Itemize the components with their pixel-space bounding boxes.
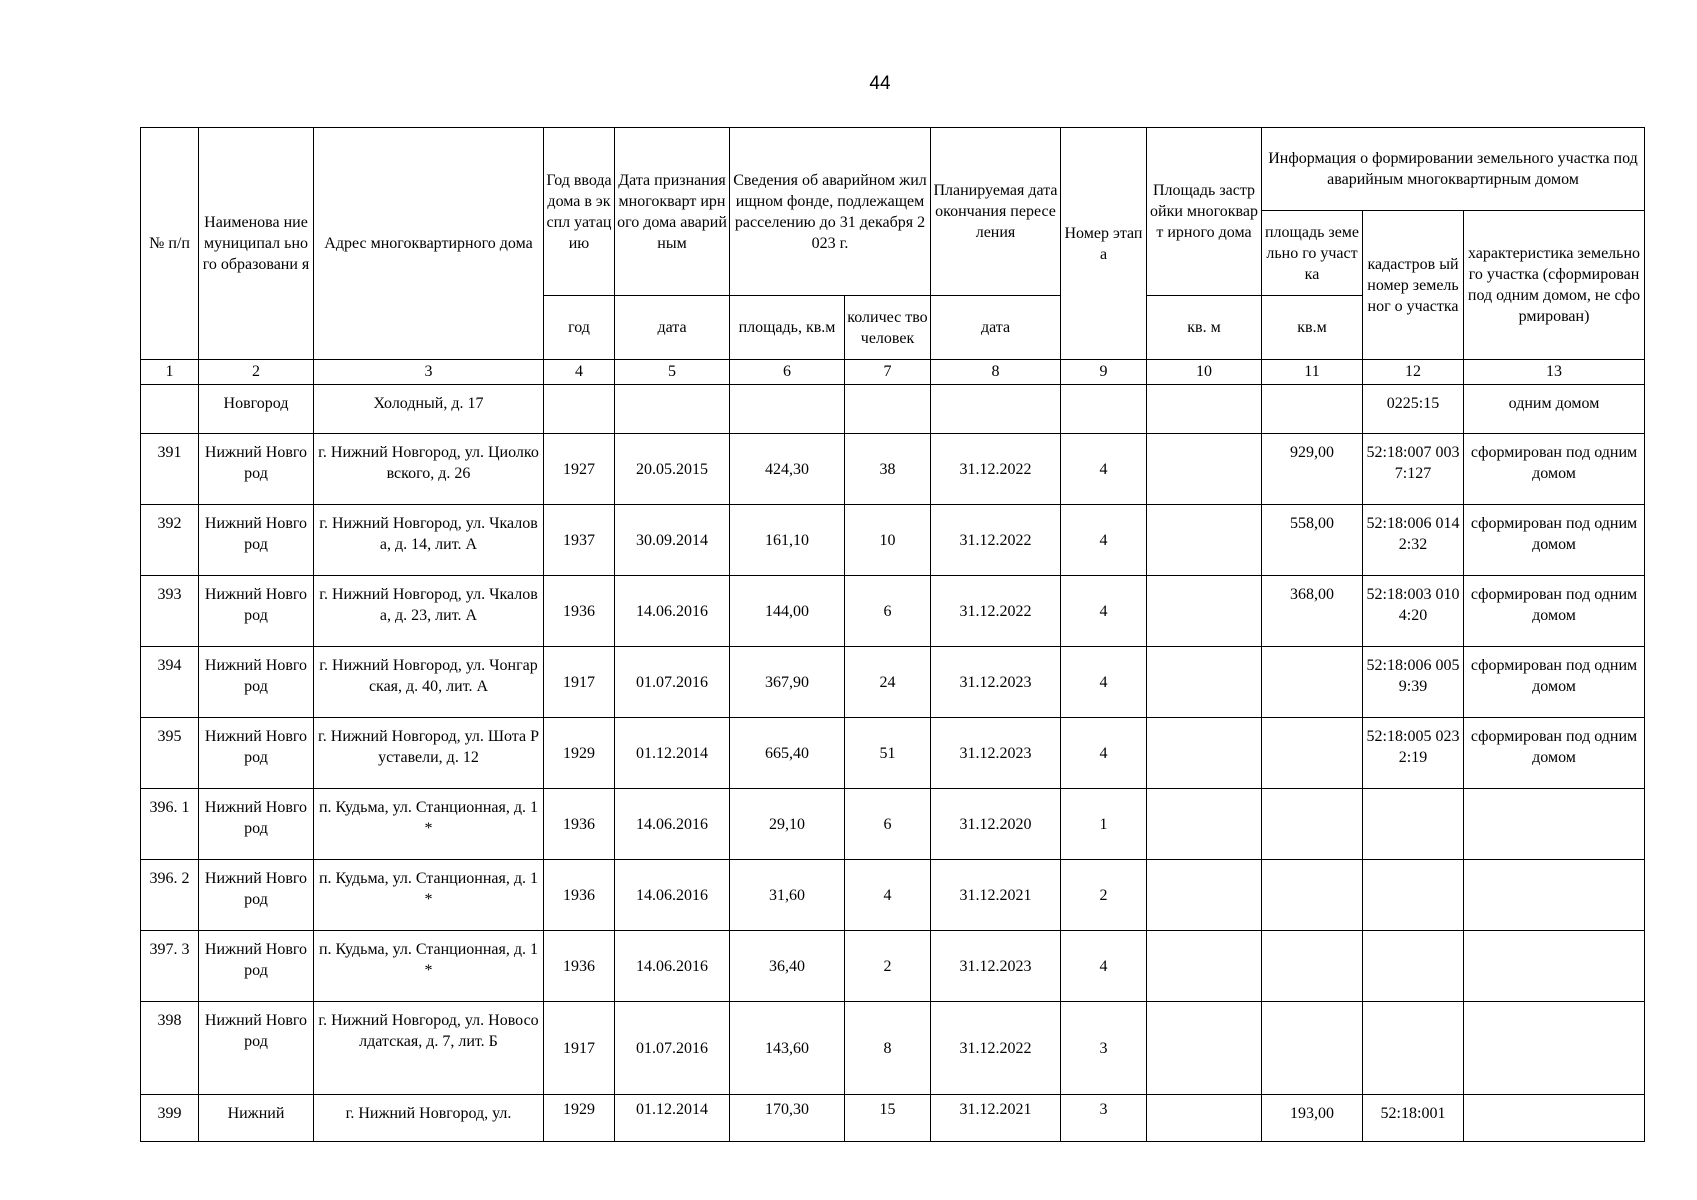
recognition-date-cell: 14.06.2016 [615, 576, 730, 647]
land-area-cell: 929,00 [1262, 434, 1363, 505]
year-cell: 1927 [544, 434, 615, 505]
land-characteristic-cell: сформирован под одним домом [1464, 505, 1645, 576]
land-characteristic-cell [1464, 1002, 1645, 1095]
cadastral-number-cell: 52:18:006 0142:32 [1363, 505, 1464, 576]
cadastral-number-cell: 52:18:006 0059:39 [1363, 647, 1464, 718]
area-cell: 161,10 [730, 505, 845, 576]
cadastral-number-cell: 52:18:003 0104:20 [1363, 576, 1464, 647]
area-cell: 170,30 [730, 1095, 845, 1142]
header-planned-date: Планируемая дата окончания переселения [931, 128, 1061, 296]
area-cell: 424,30 [730, 434, 845, 505]
unit-year: год [544, 296, 615, 360]
stage-cell: 1 [1061, 789, 1147, 860]
address-cell: г. Нижний Новгород, ул. Чкалова, д. 14, лит. А [314, 505, 544, 576]
header-land-area: площадь земельно го участка [1262, 211, 1363, 296]
building-area-cell [1147, 931, 1262, 1002]
recognition-date-cell: 14.06.2016 [615, 931, 730, 1002]
building-area-cell [1147, 718, 1262, 789]
address-cell: г. Нижний Новгород, ул. Чкалова, д. 23, лит. А [314, 576, 544, 647]
header-land-info: Информация о формировании земельного участка под аварийным многоквартирным домом [1262, 128, 1645, 211]
row-number: 392 [141, 505, 199, 576]
land-characteristic-cell [1464, 1095, 1645, 1142]
recognition-date-cell: 30.09.2014 [615, 505, 730, 576]
row-number: 393 [141, 576, 199, 647]
column-number: 13 [1464, 360, 1645, 385]
building-area-cell [1147, 434, 1262, 505]
people-cell: 51 [845, 718, 931, 789]
recognition-date-cell: 01.07.2016 [615, 647, 730, 718]
address-cell: г. Нижний Новгород, ул. Чонгарская, д. 40, лит. А [314, 647, 544, 718]
municipality-cell: Нижний Новгород [199, 505, 314, 576]
address-cell: г. Нижний Новгород, ул. Новосолдатская, д. 7, лит. Б [314, 1002, 544, 1095]
municipality-cell: Нижний [199, 1095, 314, 1142]
recognition-date-cell: 20.05.2015 [615, 434, 730, 505]
year-cell: 1936 [544, 789, 615, 860]
row-number: 394 [141, 647, 199, 718]
land-area-cell [1262, 1002, 1363, 1095]
header-stage: Номер этапа [1061, 128, 1147, 360]
header-fund-info: Сведения об аварийном жилищном фонде, подлежащем расселению до 31 декабря 2023 г. [730, 128, 931, 296]
planned-date-cell: 31.12.2022 [931, 434, 1061, 505]
cadastral-number-cell: 52:18:007 0037:127 [1363, 434, 1464, 505]
column-number: 8 [931, 360, 1061, 385]
header-cadastral: кадастров ый номер земельног о участка [1363, 211, 1464, 360]
unit-people: количес тво человек [845, 296, 931, 360]
stage-cell: 4 [1061, 434, 1147, 505]
table-row [141, 931, 1645, 1002]
land-area-cell: 558,00 [1262, 505, 1363, 576]
row-number: 395 [141, 718, 199, 789]
table-row [141, 647, 1645, 718]
land-characteristic-cell [1464, 931, 1645, 1002]
row-number: 399 [141, 1095, 199, 1142]
row-number [141, 385, 199, 434]
area-cell: 143,60 [730, 1002, 845, 1095]
header-date-recognition: Дата признания многокварт ирного дома аварийным [615, 128, 730, 296]
stage-cell: 4 [1061, 505, 1147, 576]
land-area-cell: 368,00 [1262, 576, 1363, 647]
municipality-cell: Нижний Новгород [199, 860, 314, 931]
people-cell: 10 [845, 505, 931, 576]
address-cell: Холодный, д. 17 [314, 385, 544, 434]
unit-date-recognition: дата [615, 296, 730, 360]
row-number: 396. 2 [141, 860, 199, 931]
area-cell: 36,40 [730, 931, 845, 1002]
address-cell: п. Кудьма, ул. Станционная, д. 1 * [314, 860, 544, 931]
land-characteristic-cell [1464, 789, 1645, 860]
building-area-cell [1147, 1095, 1262, 1142]
municipality-cell: Нижний Новгород [199, 434, 314, 505]
stage-cell: 4 [1061, 718, 1147, 789]
column-number: 11 [1262, 360, 1363, 385]
column-number: 3 [314, 360, 544, 385]
building-area-cell [1147, 385, 1262, 434]
land-area-cell [1262, 860, 1363, 931]
year-cell: 1936 [544, 860, 615, 931]
land-area-cell [1262, 385, 1363, 434]
cadastral-number-cell [1363, 860, 1464, 931]
unit-building-area: кв. м [1147, 296, 1262, 360]
table-row [141, 505, 1645, 576]
municipality-cell: Новгород [199, 385, 314, 434]
page-number: 44 [869, 73, 891, 94]
municipality-cell: Нижний Новгород [199, 576, 314, 647]
stage-cell: 4 [1061, 647, 1147, 718]
row-number: 397. 3 [141, 931, 199, 1002]
cadastral-number-cell [1363, 1002, 1464, 1095]
land-characteristic-cell: сформирован под одним домом [1464, 434, 1645, 505]
people-cell [845, 385, 931, 434]
people-cell: 15 [845, 1095, 931, 1142]
recognition-date-cell: 14.06.2016 [615, 860, 730, 931]
stage-cell: 4 [1061, 931, 1147, 1002]
column-number: 6 [730, 360, 845, 385]
unit-area: площадь, кв.м [730, 296, 845, 360]
row-number: 391 [141, 434, 199, 505]
recognition-date-cell: 01.12.2014 [615, 718, 730, 789]
stage-cell: 3 [1061, 1002, 1147, 1095]
land-area-cell [1262, 789, 1363, 860]
year-cell: 1929 [544, 1095, 615, 1142]
land-area-cell [1262, 647, 1363, 718]
year-cell: 1936 [544, 576, 615, 647]
unit-planned-date: дата [931, 296, 1061, 360]
land-characteristic-cell [1464, 860, 1645, 931]
land-characteristic-cell: сформирован под одним домом [1464, 647, 1645, 718]
header-land-characteristic: характеристика земельного участка (сформирован под одним домом, не сформирован) [1464, 211, 1645, 360]
building-area-cell [1147, 576, 1262, 647]
row-number: 396. 1 [141, 789, 199, 860]
header-municipality: Наименова ние муниципал ьного образовани я [199, 128, 314, 360]
table-row [141, 1002, 1645, 1095]
recognition-date-cell: 01.12.2014 [615, 1095, 730, 1142]
people-cell: 24 [845, 647, 931, 718]
unit-land-area: кв.м [1262, 296, 1363, 360]
table-row [141, 789, 1645, 860]
area-cell: 144,00 [730, 576, 845, 647]
cadastral-number-cell [1363, 931, 1464, 1002]
area-cell: 29,10 [730, 789, 845, 860]
recognition-date-cell: 14.06.2016 [615, 789, 730, 860]
year-cell [544, 385, 615, 434]
people-cell: 4 [845, 860, 931, 931]
header-building-area: Площадь застройки многокварт ирного дома [1147, 128, 1262, 296]
planned-date-cell: 31.12.2023 [931, 931, 1061, 1002]
planned-date-cell: 31.12.2020 [931, 789, 1061, 860]
row-number: 398 [141, 1002, 199, 1095]
column-number: 4 [544, 360, 615, 385]
area-cell: 367,90 [730, 647, 845, 718]
address-cell: п. Кудьма, ул. Станционная, д. 1 * [314, 789, 544, 860]
municipality-cell: Нижний Новгород [199, 789, 314, 860]
year-cell: 1936 [544, 931, 615, 1002]
column-number: 5 [615, 360, 730, 385]
people-cell: 6 [845, 576, 931, 647]
column-number-row [141, 360, 1645, 385]
building-area-cell [1147, 505, 1262, 576]
municipality-cell: Нижний Новгород [199, 1002, 314, 1095]
table-body [141, 385, 1645, 1142]
planned-date-cell: 31.12.2023 [931, 647, 1061, 718]
year-cell: 1917 [544, 1002, 615, 1095]
planned-date-cell: 31.12.2023 [931, 718, 1061, 789]
building-area-cell [1147, 1002, 1262, 1095]
address-cell: п. Кудьма, ул. Станционная, д. 1* [314, 931, 544, 1002]
stage-cell: 3 [1061, 1095, 1147, 1142]
table-row [141, 1095, 1645, 1142]
municipality-cell: Нижний Новгород [199, 931, 314, 1002]
land-characteristic-cell: сформирован под одним домом [1464, 576, 1645, 647]
planned-date-cell: 31.12.2021 [931, 1095, 1061, 1142]
people-cell: 38 [845, 434, 931, 505]
municipality-cell: Нижний Новгород [199, 647, 314, 718]
table-row [141, 860, 1645, 931]
area-cell: 31,60 [730, 860, 845, 931]
area-cell: 665,40 [730, 718, 845, 789]
table-row [141, 576, 1645, 647]
land-characteristic-cell: одним домом [1464, 385, 1645, 434]
planned-date-cell [931, 385, 1061, 434]
column-number: 7 [845, 360, 931, 385]
cadastral-number-cell [1363, 789, 1464, 860]
stage-cell: 2 [1061, 860, 1147, 931]
people-cell: 6 [845, 789, 931, 860]
people-cell: 8 [845, 1002, 931, 1095]
table-row [141, 718, 1645, 789]
recognition-date-cell [615, 385, 730, 434]
land-characteristic-cell: сформирован под одним домом [1464, 718, 1645, 789]
column-number: 12 [1363, 360, 1464, 385]
address-cell: г. Нижний Новгород, ул. [314, 1095, 544, 1142]
stage-cell: 4 [1061, 576, 1147, 647]
cadastral-number-cell: 0225:15 [1363, 385, 1464, 434]
year-cell: 1929 [544, 718, 615, 789]
column-number: 9 [1061, 360, 1147, 385]
header-year: Год ввода дома в экспл уатац ию [544, 128, 615, 296]
building-area-cell [1147, 647, 1262, 718]
land-area-cell [1262, 931, 1363, 1002]
year-cell: 1937 [544, 505, 615, 576]
planned-date-cell: 31.12.2022 [931, 505, 1061, 576]
cadastral-number-cell: 52:18:005 0232:19 [1363, 718, 1464, 789]
address-cell: г. Нижний Новгород, ул. Циолковского, д. 26 [314, 434, 544, 505]
planned-date-cell: 31.12.2022 [931, 576, 1061, 647]
column-number: 1 [141, 360, 199, 385]
header-num: № п/п [141, 128, 199, 360]
year-cell: 1917 [544, 647, 615, 718]
land-area-cell: 193,00 [1262, 1095, 1363, 1142]
column-number: 10 [1147, 360, 1262, 385]
table-row [141, 434, 1645, 505]
address-cell: г. Нижний Новгород, ул. Шота Руставели, д. 12 [314, 718, 544, 789]
stage-cell [1061, 385, 1147, 434]
municipality-cell: Нижний Новгород [199, 718, 314, 789]
people-cell: 2 [845, 931, 931, 1002]
planned-date-cell: 31.12.2022 [931, 1002, 1061, 1095]
table-row [141, 385, 1645, 434]
planned-date-cell: 31.12.2021 [931, 860, 1061, 931]
emergency-housing-table [140, 127, 1645, 1142]
cadastral-number-cell: 52:18:001 [1363, 1095, 1464, 1142]
area-cell [730, 385, 845, 434]
land-area-cell [1262, 718, 1363, 789]
header-address: Адрес многоквартирного дома [314, 128, 544, 360]
column-number: 2 [199, 360, 314, 385]
building-area-cell [1147, 789, 1262, 860]
building-area-cell [1147, 860, 1262, 931]
recognition-date-cell: 01.07.2016 [615, 1002, 730, 1095]
